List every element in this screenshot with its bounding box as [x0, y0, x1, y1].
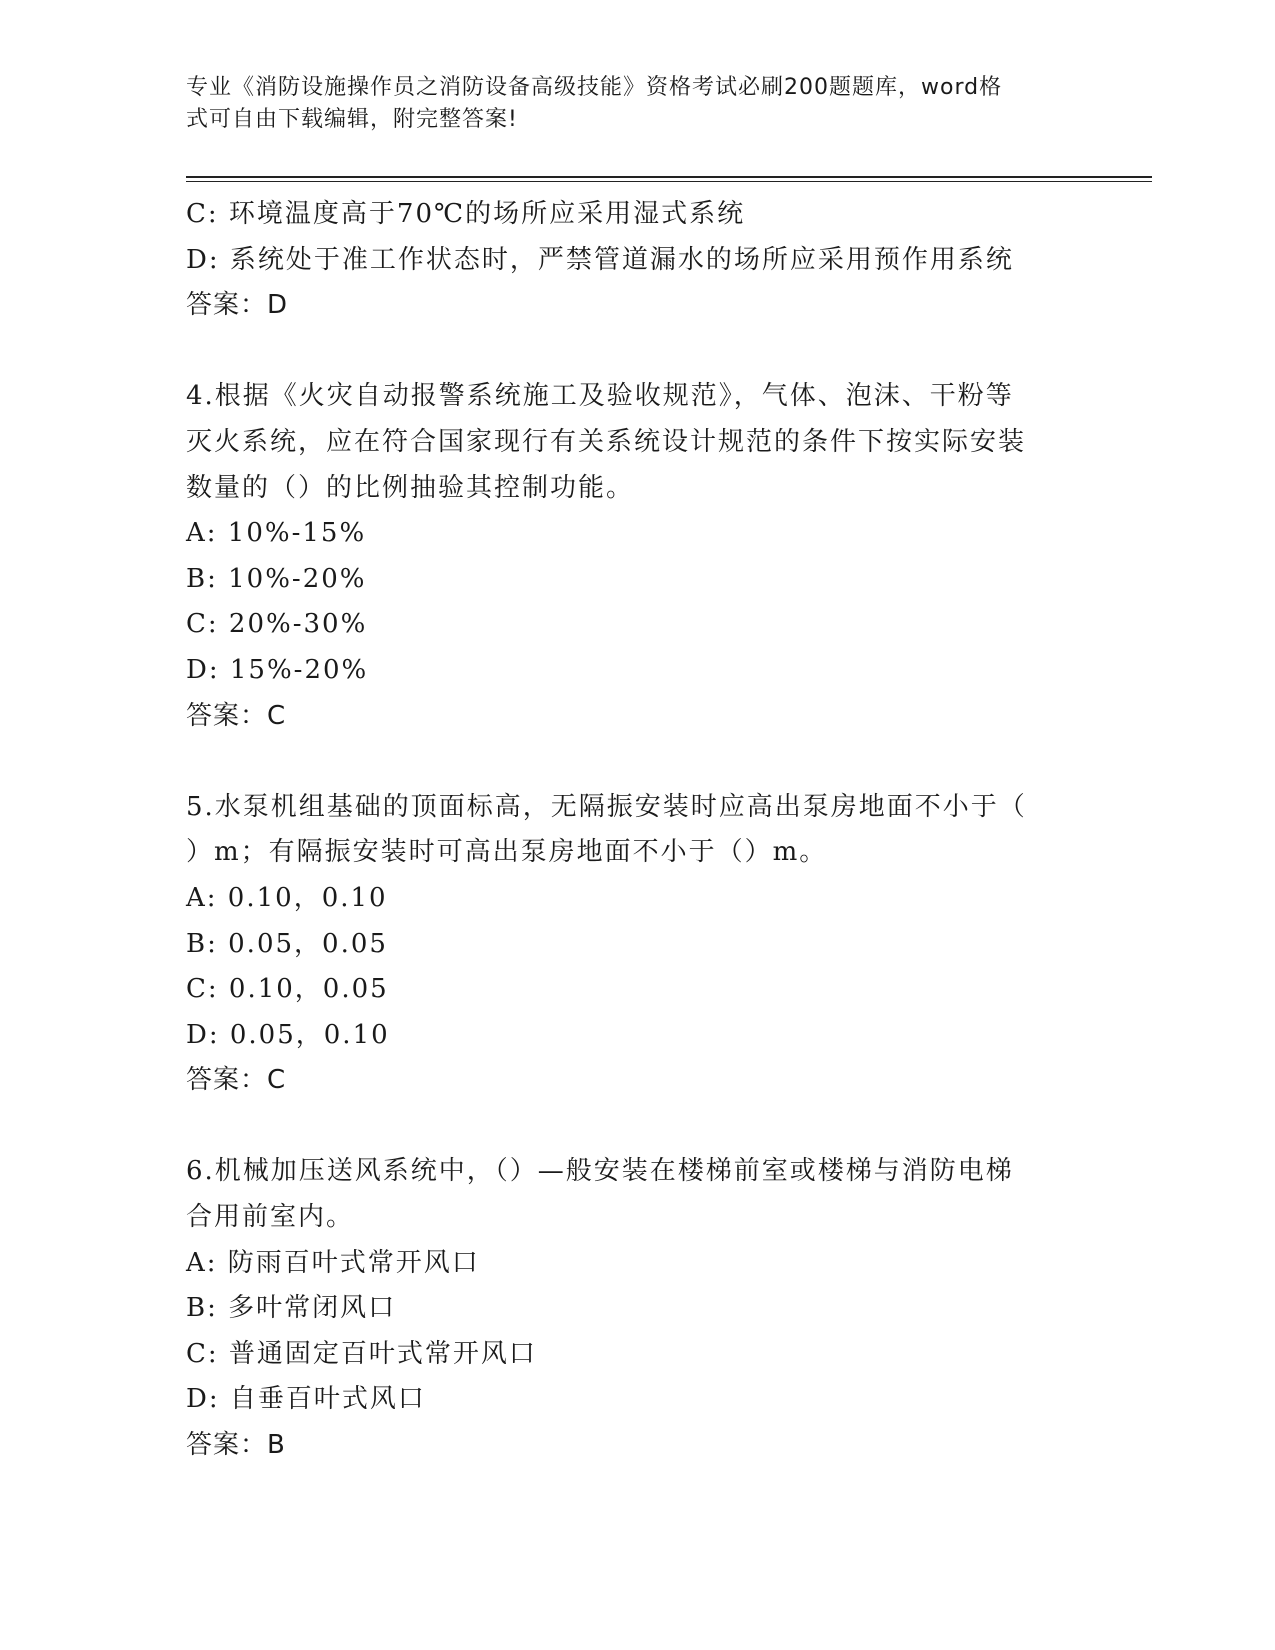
- question-4: [186, 374, 1066, 739]
- option-b: B: 多叶常闭风口: [186, 1293, 397, 1324]
- option-b: B: 0.05，0.05: [186, 928, 388, 959]
- document-header: [186, 72, 1066, 136]
- option-c: C: 20%-30%: [186, 609, 368, 640]
- question-text-line: 合用前室内。: [186, 1202, 355, 1233]
- option-d: D: 自垂百叶式风口: [186, 1384, 426, 1415]
- option-d: D: 0.05，0.10: [186, 1019, 390, 1050]
- option-a: A: 10%-15%: [186, 518, 367, 549]
- option-c: C: 0.10，0.05: [186, 974, 389, 1005]
- option-c: C: 环境温度高于70℃的场所应采用湿式系统: [186, 199, 746, 229]
- question-text-line: 灭火系统，应在符合国家现行有关系统设计规范的条件下按实际安装: [186, 426, 1027, 457]
- spacer: [186, 329, 1066, 375]
- header-divider-thick: [186, 176, 1152, 178]
- question-text-line: 数量的（）的比例抽验其控制功能。: [186, 472, 635, 503]
- header-divider-thin: [186, 181, 1152, 182]
- answer-line: 答案：B: [186, 1430, 286, 1461]
- header-line-1: 专业《消防设施操作员之消防设备高级技能》资格考试必刷200题题库，word格: [186, 75, 1003, 100]
- question-5: [186, 785, 1066, 1104]
- answer-line: 答案：C: [186, 700, 287, 731]
- option-a: A: 0.10，0.10: [186, 882, 388, 913]
- question-text-line: 5.水泵机组基础的顶面标高，无隔振安装时应高出泵房地面不小于（: [186, 791, 1027, 822]
- option-a: A: 防雨百叶式常开风口: [186, 1247, 480, 1278]
- answer-line: 答案：D: [186, 290, 289, 321]
- option-d: D: 系统处于准工作状态时，严禁管道漏水的场所应采用预作用系统: [186, 244, 1014, 275]
- question-text-line: ）m；有隔振安装时可高出泵房地面不小于（）m。: [186, 837, 828, 868]
- document-body: [186, 192, 1066, 1469]
- option-b: B: 10%-20%: [186, 563, 367, 594]
- answer-line: 答案：C: [186, 1065, 287, 1096]
- spacer: [186, 1104, 1066, 1150]
- question-text-line: 6.机械加压送风系统中，（）—般安装在楼梯前室或楼梯与消防电梯: [186, 1156, 1014, 1187]
- header-line-2: 式可自由下载编辑，附完整答案!: [186, 107, 518, 132]
- question-text-line: 4.根据《火灾自动报警系统施工及验收规范》，气体、泡沫、干粉等: [186, 381, 1014, 412]
- question-3-continued: [186, 192, 1066, 329]
- spacer: [186, 739, 1066, 785]
- question-6: [186, 1149, 1066, 1468]
- option-d: D: 15%-20%: [186, 654, 369, 685]
- option-c: C: 普通固定百叶式常开风口: [186, 1338, 537, 1369]
